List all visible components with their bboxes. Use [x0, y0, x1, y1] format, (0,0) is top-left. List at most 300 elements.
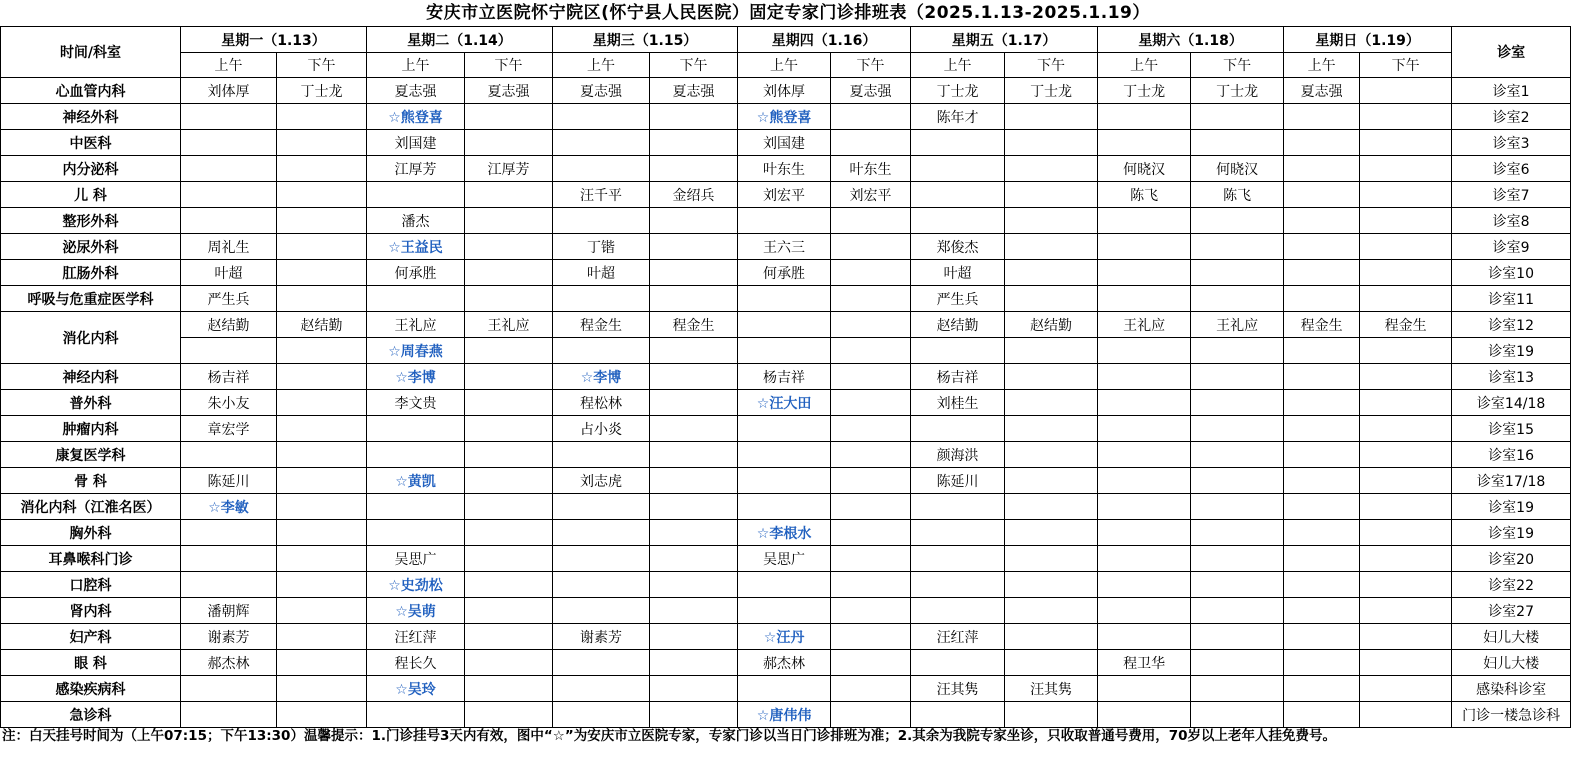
doctor-cell: 叶东生	[831, 156, 911, 182]
doctor-cell	[1360, 416, 1452, 442]
doctor-cell: 刘宏平	[831, 182, 911, 208]
doctor-cell	[1360, 598, 1452, 624]
doctor-cell	[553, 286, 650, 312]
doctor-cell	[553, 676, 650, 702]
doctor-cell: 王六三	[738, 234, 831, 260]
doctor-cell	[650, 546, 738, 572]
doctor-cell	[1098, 442, 1191, 468]
room-cell: 诊室12	[1452, 312, 1571, 338]
doctor-cell	[831, 260, 911, 286]
doctor-cell	[1005, 702, 1098, 728]
doctor-cell: ☆李敏	[181, 494, 277, 520]
doctor-cell	[1191, 650, 1284, 676]
doctor-cell	[831, 338, 911, 364]
doctor-cell	[465, 624, 553, 650]
doctor-cell	[1098, 364, 1191, 390]
am-header: 上午	[181, 53, 277, 78]
doctor-cell	[831, 286, 911, 312]
doctor-cell	[1284, 156, 1360, 182]
doctor-cell	[650, 390, 738, 416]
doctor-cell: 吴思广	[367, 546, 465, 572]
doctor-cell: 赵结勤	[181, 312, 277, 338]
table-row	[1, 338, 1571, 364]
department-cell: 消化内科	[1, 312, 181, 364]
doctor-cell: 程长久	[367, 650, 465, 676]
doctor-cell	[553, 650, 650, 676]
doctor-cell	[1098, 338, 1191, 364]
doctor-cell: 王礼应	[367, 312, 465, 338]
doctor-cell	[465, 104, 553, 130]
doctor-cell	[181, 572, 277, 598]
doctor-cell: 吴思广	[738, 546, 831, 572]
doctor-cell	[738, 338, 831, 364]
doctor-cell	[1284, 546, 1360, 572]
doctor-cell	[1360, 676, 1452, 702]
doctor-cell: 谢素芳	[553, 624, 650, 650]
doctor-cell: 金绍兵	[650, 182, 738, 208]
day-header-sat: 星期六（1.18）	[1098, 27, 1284, 53]
department-cell: 急诊科	[1, 702, 181, 728]
doctor-cell	[1191, 624, 1284, 650]
doctor-cell	[277, 338, 367, 364]
doctor-cell	[181, 676, 277, 702]
doctor-cell: 陈飞	[1191, 182, 1284, 208]
department-cell: 肾内科	[1, 598, 181, 624]
department-cell: 妇产科	[1, 624, 181, 650]
doctor-cell	[1191, 494, 1284, 520]
doctor-cell	[465, 208, 553, 234]
table-row	[1, 468, 1571, 494]
doctor-cell	[277, 442, 367, 468]
doctor-cell	[1284, 286, 1360, 312]
doctor-cell: 叶超	[181, 260, 277, 286]
doctor-cell	[738, 468, 831, 494]
doctor-cell	[911, 520, 1005, 546]
doctor-cell	[367, 494, 465, 520]
doctor-cell	[1191, 546, 1284, 572]
department-cell: 口腔科	[1, 572, 181, 598]
doctor-cell	[1284, 182, 1360, 208]
doctor-cell	[831, 468, 911, 494]
doctor-cell	[1098, 598, 1191, 624]
department-cell: 中医科	[1, 130, 181, 156]
room-cell: 诊室19	[1452, 494, 1571, 520]
table-row	[1, 416, 1571, 442]
doctor-cell	[1284, 442, 1360, 468]
doctor-cell	[1360, 702, 1452, 728]
doctor-cell	[1005, 156, 1098, 182]
day-header-sun: 星期日（1.19）	[1284, 27, 1452, 53]
doctor-cell	[1191, 520, 1284, 546]
doctor-cell: ☆熊登喜	[738, 104, 831, 130]
doctor-cell	[911, 650, 1005, 676]
doctor-cell: ☆李博	[553, 364, 650, 390]
doctor-cell: 李文贵	[367, 390, 465, 416]
doctor-cell	[1191, 416, 1284, 442]
doctor-cell	[465, 468, 553, 494]
doctor-cell: 严生兵	[181, 286, 277, 312]
doctor-cell	[277, 546, 367, 572]
doctor-cell: 刘桂生	[911, 390, 1005, 416]
doctor-cell	[911, 702, 1005, 728]
doctor-cell	[738, 208, 831, 234]
doctor-cell	[1284, 234, 1360, 260]
doctor-cell	[1005, 260, 1098, 286]
table-row	[1, 234, 1571, 260]
doctor-cell	[277, 468, 367, 494]
doctor-cell	[1191, 130, 1284, 156]
doctor-cell	[1098, 416, 1191, 442]
day-header-tue: 星期二（1.14）	[367, 27, 553, 53]
am-header: 上午	[911, 53, 1005, 78]
doctor-cell	[831, 208, 911, 234]
doctor-cell	[367, 520, 465, 546]
doctor-cell	[1191, 208, 1284, 234]
doctor-cell	[465, 702, 553, 728]
doctor-cell: 陈延川	[181, 468, 277, 494]
doctor-cell: 郝杰林	[738, 650, 831, 676]
doctor-cell	[650, 416, 738, 442]
doctor-cell	[1284, 520, 1360, 546]
room-cell: 诊室2	[1452, 104, 1571, 130]
doctor-cell	[553, 572, 650, 598]
doctor-cell	[1360, 650, 1452, 676]
doctor-cell	[1005, 468, 1098, 494]
doctor-cell: ☆吴玲	[367, 676, 465, 702]
department-cell: 消化内科（江淮名医）	[1, 494, 181, 520]
doctor-cell: ☆汪大田	[738, 390, 831, 416]
doctor-cell	[1005, 208, 1098, 234]
doctor-cell	[465, 130, 553, 156]
doctor-cell	[1284, 468, 1360, 494]
doctor-cell	[367, 442, 465, 468]
doctor-cell	[1005, 546, 1098, 572]
doctor-cell	[1005, 364, 1098, 390]
doctor-cell	[650, 520, 738, 546]
day-header-mon: 星期一（1.13）	[181, 27, 367, 53]
doctor-cell	[1005, 234, 1098, 260]
doctor-cell	[911, 130, 1005, 156]
doctor-cell	[465, 260, 553, 286]
doctor-cell: 严生兵	[911, 286, 1005, 312]
doctor-cell: 周礼生	[181, 234, 277, 260]
doctor-cell	[911, 572, 1005, 598]
doctor-cell: 陈延川	[911, 468, 1005, 494]
department-cell: 泌尿外科	[1, 234, 181, 260]
doctor-cell	[1098, 468, 1191, 494]
doctor-cell	[1098, 234, 1191, 260]
doctor-cell: 刘宏平	[738, 182, 831, 208]
department-cell: 康复医学科	[1, 442, 181, 468]
doctor-cell	[1284, 130, 1360, 156]
pm-header: 下午	[1360, 53, 1452, 78]
table-row	[1, 572, 1571, 598]
department-cell: 骨 科	[1, 468, 181, 494]
doctor-cell: 夏志强	[1284, 78, 1360, 104]
doctor-cell	[738, 572, 831, 598]
doctor-cell	[1284, 650, 1360, 676]
doctor-cell	[367, 286, 465, 312]
doctor-cell	[911, 182, 1005, 208]
doctor-cell: 赵结勤	[1005, 312, 1098, 338]
table-row	[1, 130, 1571, 156]
doctor-cell	[1284, 676, 1360, 702]
doctor-cell	[1360, 520, 1452, 546]
doctor-cell	[465, 364, 553, 390]
doctor-cell	[1284, 208, 1360, 234]
table-row	[1, 312, 1571, 338]
doctor-cell	[1005, 442, 1098, 468]
room-cell: 诊室19	[1452, 520, 1571, 546]
table-row	[1, 364, 1571, 390]
room-cell: 门诊一楼急诊科	[1452, 702, 1571, 728]
doctor-cell	[1191, 286, 1284, 312]
doctor-cell	[1005, 650, 1098, 676]
doctor-cell	[277, 234, 367, 260]
doctor-cell: 程金生	[650, 312, 738, 338]
doctor-cell	[277, 416, 367, 442]
day-header-thu: 星期四（1.16）	[738, 27, 911, 53]
doctor-cell: 刘志虎	[553, 468, 650, 494]
doctor-cell	[1284, 494, 1360, 520]
doctor-cell	[1098, 702, 1191, 728]
doctor-cell	[738, 416, 831, 442]
doctor-cell: 汪其隽	[1005, 676, 1098, 702]
department-cell: 耳鼻喉科门诊	[1, 546, 181, 572]
table-row	[1, 520, 1571, 546]
doctor-cell: 郝杰林	[181, 650, 277, 676]
doctor-cell	[1191, 234, 1284, 260]
doctor-cell: 章宏学	[181, 416, 277, 442]
doctor-cell	[277, 650, 367, 676]
doctor-cell	[1360, 182, 1452, 208]
doctor-cell	[1005, 416, 1098, 442]
room-cell: 诊室7	[1452, 182, 1571, 208]
pm-header: 下午	[650, 53, 738, 78]
doctor-cell: 叶超	[553, 260, 650, 286]
doctor-cell	[277, 364, 367, 390]
table-row	[1, 78, 1571, 104]
doctor-cell	[1360, 338, 1452, 364]
doctor-cell	[465, 338, 553, 364]
doctor-cell: 颜海洪	[911, 442, 1005, 468]
doctor-cell	[1005, 182, 1098, 208]
doctor-cell	[465, 650, 553, 676]
doctor-cell	[1005, 286, 1098, 312]
table-row	[1, 208, 1571, 234]
doctor-cell	[1005, 494, 1098, 520]
doctor-cell	[650, 104, 738, 130]
doctor-cell: 程松林	[553, 390, 650, 416]
table-row	[1, 390, 1571, 416]
doctor-cell	[465, 182, 553, 208]
doctor-cell	[1284, 572, 1360, 598]
doctor-cell	[650, 650, 738, 676]
table-row	[1, 598, 1571, 624]
doctor-cell	[181, 546, 277, 572]
doctor-cell	[1098, 546, 1191, 572]
doctor-cell: 刘体厚	[181, 78, 277, 104]
doctor-cell	[650, 208, 738, 234]
doctor-cell: 夏志强	[831, 78, 911, 104]
doctor-cell: 郑俊杰	[911, 234, 1005, 260]
doctor-cell	[738, 676, 831, 702]
table-row	[1, 650, 1571, 676]
doctor-cell: 赵结勤	[911, 312, 1005, 338]
doctor-cell	[277, 598, 367, 624]
doctor-cell	[738, 286, 831, 312]
doctor-cell	[1098, 130, 1191, 156]
doctor-cell	[1098, 208, 1191, 234]
room-cell: 诊室11	[1452, 286, 1571, 312]
doctor-cell: 丁士龙	[1098, 78, 1191, 104]
doctor-cell: 汪千平	[553, 182, 650, 208]
department-cell: 肛肠外科	[1, 260, 181, 286]
doctor-cell	[1098, 390, 1191, 416]
doctor-cell	[831, 312, 911, 338]
department-cell: 神经内科	[1, 364, 181, 390]
doctor-cell	[1284, 390, 1360, 416]
doctor-cell: 丁锴	[553, 234, 650, 260]
doctor-cell: ☆汪丹	[738, 624, 831, 650]
department-cell: 感染疾病科	[1, 676, 181, 702]
doctor-cell	[1284, 624, 1360, 650]
doctor-cell	[553, 494, 650, 520]
doctor-cell	[1191, 390, 1284, 416]
doctor-cell	[650, 338, 738, 364]
doctor-cell	[650, 676, 738, 702]
doctor-cell	[1191, 598, 1284, 624]
doctor-cell: ☆周春燕	[367, 338, 465, 364]
room-cell: 诊室17/18	[1452, 468, 1571, 494]
doctor-cell	[1360, 390, 1452, 416]
doctor-cell	[1360, 78, 1452, 104]
doctor-cell	[553, 104, 650, 130]
doctor-cell	[553, 520, 650, 546]
doctor-cell	[367, 416, 465, 442]
doctor-cell	[831, 104, 911, 130]
doctor-cell	[1191, 572, 1284, 598]
doctor-cell	[465, 286, 553, 312]
doctor-cell	[1360, 130, 1452, 156]
doctor-cell: 汪红萍	[367, 624, 465, 650]
doctor-cell: 程金生	[1360, 312, 1452, 338]
doctor-cell	[831, 702, 911, 728]
room-cell: 诊室10	[1452, 260, 1571, 286]
doctor-cell	[553, 546, 650, 572]
doctor-cell	[277, 156, 367, 182]
doctor-cell	[465, 416, 553, 442]
room-cell: 诊室9	[1452, 234, 1571, 260]
doctor-cell	[738, 598, 831, 624]
doctor-cell	[465, 676, 553, 702]
doctor-cell	[1005, 572, 1098, 598]
doctor-cell	[277, 208, 367, 234]
doctor-cell	[1005, 104, 1098, 130]
doctor-cell: ☆黄凯	[367, 468, 465, 494]
doctor-cell	[1360, 156, 1452, 182]
doctor-cell: 丁士龙	[1005, 78, 1098, 104]
doctor-cell	[911, 208, 1005, 234]
doctor-cell	[831, 390, 911, 416]
doctor-cell	[181, 130, 277, 156]
doctor-cell	[911, 156, 1005, 182]
doctor-cell	[650, 494, 738, 520]
room-cell: 诊室13	[1452, 364, 1571, 390]
doctor-cell	[181, 442, 277, 468]
doctor-cell	[650, 130, 738, 156]
doctor-cell	[1098, 260, 1191, 286]
pm-header: 下午	[1191, 53, 1284, 78]
doctor-cell: 江厚芳	[465, 156, 553, 182]
doctor-cell	[1360, 208, 1452, 234]
doctor-cell: 何承胜	[738, 260, 831, 286]
doctor-cell: 何晓汉	[1191, 156, 1284, 182]
doctor-cell	[831, 650, 911, 676]
table-row	[1, 546, 1571, 572]
department-cell: 普外科	[1, 390, 181, 416]
doctor-cell: 程卫华	[1098, 650, 1191, 676]
doctor-cell: 王礼应	[1191, 312, 1284, 338]
doctor-cell: 杨吉祥	[911, 364, 1005, 390]
doctor-cell	[831, 494, 911, 520]
doctor-cell	[277, 182, 367, 208]
doctor-cell	[553, 338, 650, 364]
doctor-cell	[831, 572, 911, 598]
doctor-cell	[1098, 494, 1191, 520]
room-cell: 诊室8	[1452, 208, 1571, 234]
doctor-cell	[277, 572, 367, 598]
doctor-cell	[1284, 416, 1360, 442]
doctor-cell: 丁士龙	[911, 78, 1005, 104]
am-header: 上午	[367, 53, 465, 78]
table-row	[1, 156, 1571, 182]
doctor-cell: 夏志强	[650, 78, 738, 104]
department-cell: 神经外科	[1, 104, 181, 130]
doctor-cell	[277, 624, 367, 650]
doctor-cell	[831, 130, 911, 156]
doctor-cell	[1191, 338, 1284, 364]
doctor-cell	[1284, 104, 1360, 130]
doctor-cell	[367, 702, 465, 728]
doctor-cell	[911, 416, 1005, 442]
am-header: 上午	[738, 53, 831, 78]
table-row	[1, 286, 1571, 312]
doctor-cell: ☆熊登喜	[367, 104, 465, 130]
doctor-cell: 程金生	[1284, 312, 1360, 338]
doctor-cell: 江厚芳	[367, 156, 465, 182]
doctor-cell	[650, 442, 738, 468]
room-cell: 妇儿大楼	[1452, 650, 1571, 676]
doctor-cell: 何晓汉	[1098, 156, 1191, 182]
room-cell: 诊室14/18	[1452, 390, 1571, 416]
table-row	[1, 260, 1571, 286]
table-row	[1, 442, 1571, 468]
doctor-cell	[553, 442, 650, 468]
doctor-cell	[1005, 624, 1098, 650]
doctor-cell	[1098, 676, 1191, 702]
doctor-cell	[465, 598, 553, 624]
table-row	[1, 676, 1571, 702]
doctor-cell	[181, 156, 277, 182]
am-header: 上午	[1284, 53, 1360, 78]
corner-header: 时间/科室	[1, 27, 181, 78]
pm-header: 下午	[831, 53, 911, 78]
doctor-cell: ☆李根水	[738, 520, 831, 546]
doctor-cell	[1191, 676, 1284, 702]
table-row	[1, 182, 1571, 208]
doctor-cell	[831, 624, 911, 650]
